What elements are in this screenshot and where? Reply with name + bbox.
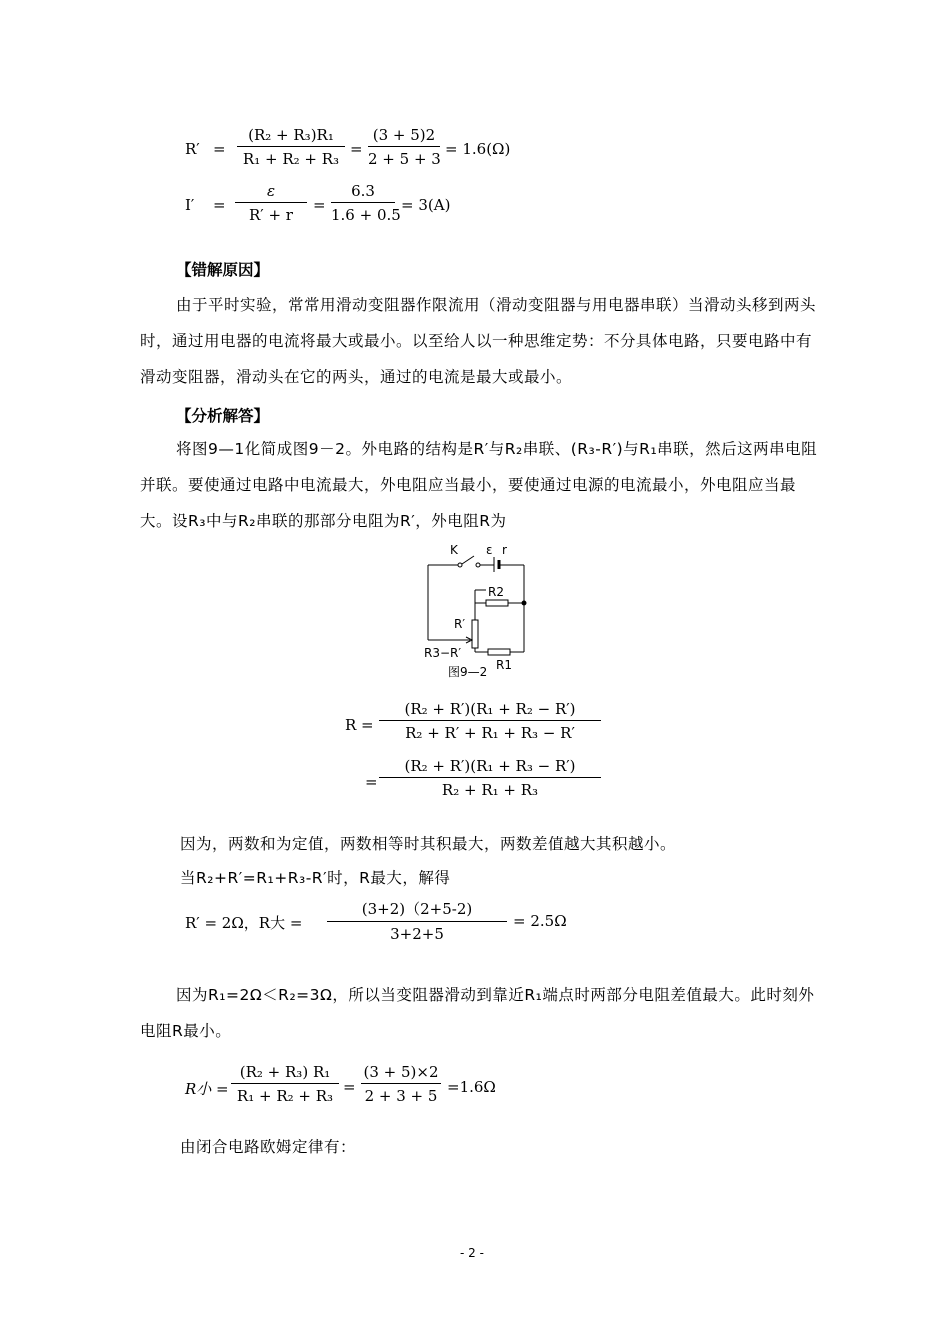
equation-r-total: R = (R₂ + R′)(R₁ + R₂ − R′) R₂ + R′ + R₁ + R₃ − R′ = (R₂ + R′)(R₁ + R₃ − R′) R₂ + R₁ + R₃ [345, 700, 645, 815]
eq5-fraction-numeric: (3 + 5)×2 2 + 3 + 5 [361, 1063, 441, 1105]
eq2-result: = 3(A) [401, 196, 451, 214]
eq4-fraction: (3+2)（2+5-2) 3+2+5 [327, 898, 507, 943]
eq5-result: =1.6Ω [447, 1078, 496, 1096]
eq1-lhs: R′ [185, 140, 200, 158]
equation-r-min: R小 = (R₂ + R₃) R₁ R₁ + R₂ + R₃ = (3 + 5)×2 2 + 3 + 5 =1.6Ω [185, 1063, 496, 1105]
eq3-fraction-expanded: (R₂ + R′)(R₁ + R₂ − R′) R₂ + R′ + R₁ + R₃ − R′ [379, 700, 601, 742]
label-r-prime: R′ [454, 617, 466, 631]
paragraph-when: 当R₂+R′=R₁+R₃-R′时，R最大，解得 [180, 869, 451, 887]
eq2-lhs: I′ [185, 196, 195, 214]
eq2-fraction-symbolic: ε R′ + r [235, 182, 307, 224]
section-heading-analysis: 【分析解答】 [176, 407, 270, 425]
eq3-lhs: R = [345, 716, 374, 734]
equation-r-prime: R′ = (R₂ + R₃)R₁ R₁ + R₂ + R₃ = (3 + 5)2 2 + 5 + 3 = 1.6(Ω) [185, 126, 511, 168]
label-r1: R1 [496, 658, 512, 672]
paragraph-analysis: 将图9—1化简成图9－2。外电路的结构是R′与R₂串联、(R₃-R′)与R₁串联，然后这两串电阻并联。要使通过电路中电流最大，外电阻应当最小，要使通过电源的电流最小，外电阻应当最大。设R₃中与R₂串联的那部分电阻为R′，外电阻R为 [140, 440, 818, 530]
eq4-lhs: R′ = 2Ω，R大 = [185, 914, 303, 932]
paragraph-because: 因为，两数和为定值，两数相等时其积最大，两数差值越大其积越小。 [180, 835, 677, 853]
equation-i-prime: I′ = ε R′ + r = 6.3 1.6 + 0.5 = 3(A) [185, 182, 451, 224]
eq5-fraction-symbolic: (R₂ + R₃) R₁ R₁ + R₂ + R₃ [231, 1063, 339, 1105]
page-number: - 2 - [460, 1246, 484, 1260]
eq5-lhs: R小 = [185, 1080, 229, 1098]
label-emf: ε [486, 543, 493, 557]
label-r3-minus-r-prime: R3−R′ [424, 646, 462, 660]
junction-dot [522, 601, 527, 606]
label-internal-r: r [502, 543, 507, 557]
eq3-fraction-simplified: (R₂ + R′)(R₁ + R₃ − R′) R₂ + R₁ + R₃ [379, 757, 601, 799]
paragraph-error-cause: 由于平时实验，常常用滑动变阻器作限流用（滑动变阻器与用电器串联）当滑动头移到两头时，通过用电器的电流将最大或最小。以至给人以一种思维定势：不分具体电路，只要电路中有滑动变阻器，滑动头在它的两头，通过的电流是最大或最小。 [140, 296, 817, 386]
equation-r-max [185, 898, 635, 948]
paragraph-ohm-law: 由闭合电路欧姆定律有： [180, 1138, 357, 1156]
label-switch-k: K [450, 543, 458, 557]
eq1-result: = 1.6(Ω) [445, 140, 511, 158]
eq2-fraction-numeric: 6.3 1.6 + 0.5 [331, 182, 401, 224]
section-heading-error-cause: 【错解原因】 [176, 261, 270, 279]
circuit-diagram [420, 540, 540, 685]
figure-caption: 图9—2 [448, 665, 488, 679]
eq1-fraction-symbolic: (R₂ + R₃)R₁ R₁ + R₂ + R₃ [237, 126, 345, 168]
eq1-fraction-numeric: (3 + 5)2 2 + 5 + 3 [368, 126, 441, 168]
paragraph-since: 因为R₁=2Ω＜R₂=3Ω，所以当变阻器滑动到靠近R₁端点时两部分电阻差值最大。此时刻外电阻R最小。 [140, 986, 815, 1040]
label-r2: R2 [488, 585, 504, 599]
eq4-result: = 2.5Ω [513, 912, 567, 930]
